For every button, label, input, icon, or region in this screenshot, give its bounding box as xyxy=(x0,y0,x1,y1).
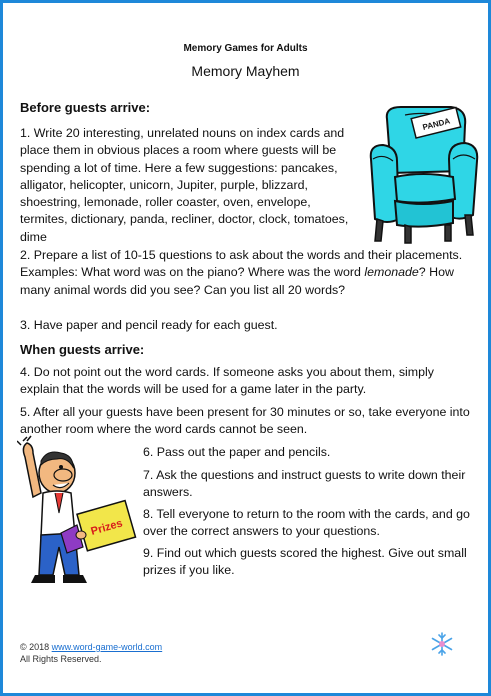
step-2 xyxy=(20,247,475,299)
step-5: 5. After all your guests have been present for 30 minutes or so, take everyone into another room where the word cards cannot be seen. xyxy=(20,405,470,437)
rights-text: All Rights Reserved. xyxy=(20,654,102,664)
man-with-prizes-illustration xyxy=(17,435,143,589)
step-9: 9. Find out which guests scored the highest. Give out small prizes if you like. xyxy=(143,546,467,578)
step-2-part-b: ? How many animal words did you see? Can you list all 20 words? xyxy=(20,265,454,297)
step-8: 8. Tell everyone to return to the room with the cards, and go over the correct answers to your questions. xyxy=(143,507,470,539)
copyright-text: © 2018 xyxy=(20,642,52,652)
page-title: Memory Mayhem xyxy=(191,63,300,79)
step-4: 4. Do not point out the word cards. If someone asks you about them, simply explain that the words will be used for a game later in the party. xyxy=(20,365,434,397)
page-subtitle: Memory Games for Adults xyxy=(183,43,308,54)
when-heading: When guests arrive: xyxy=(20,342,145,357)
step-7: 7. Ask the questions and instruct guests to write down their answers. xyxy=(143,468,466,500)
footer-copyright-line xyxy=(20,641,162,653)
before-heading: Before guests arrive: xyxy=(20,100,151,115)
snowflake-icon xyxy=(429,631,455,657)
step-2-part-a: 2. Prepare a list of 10-15 questions to ask about the words and their placements. Examples: What word was on the piano? Where was the word xyxy=(20,248,463,280)
step-2-emphasis: lemonade xyxy=(364,265,419,280)
site-link[interactable]: www.word-game-world.com xyxy=(51,642,163,652)
armchair-illustration xyxy=(365,101,481,247)
step-3: 3. Have paper and pencil ready for each guest. xyxy=(20,318,278,332)
chair-card-label: PANDA xyxy=(421,116,451,132)
step-1: 1. Write 20 interesting, unrelated nouns on index cards and place them in obvious places a room where guests will be spending a lot of time. Here a few suggestions: pancakes, alligator, helicopter, unicorn, Jupiter, purple, blizzard, shoestring, lemonade, roller coaster, oven, envelope, termites, dictionary, panda, recliner, doctor, clock, tomatoes, dime xyxy=(20,126,349,244)
footer xyxy=(20,641,162,665)
step-6: 6. Pass out the paper and pencils. xyxy=(143,445,331,459)
prize-sign-label: Prizes xyxy=(89,517,125,538)
